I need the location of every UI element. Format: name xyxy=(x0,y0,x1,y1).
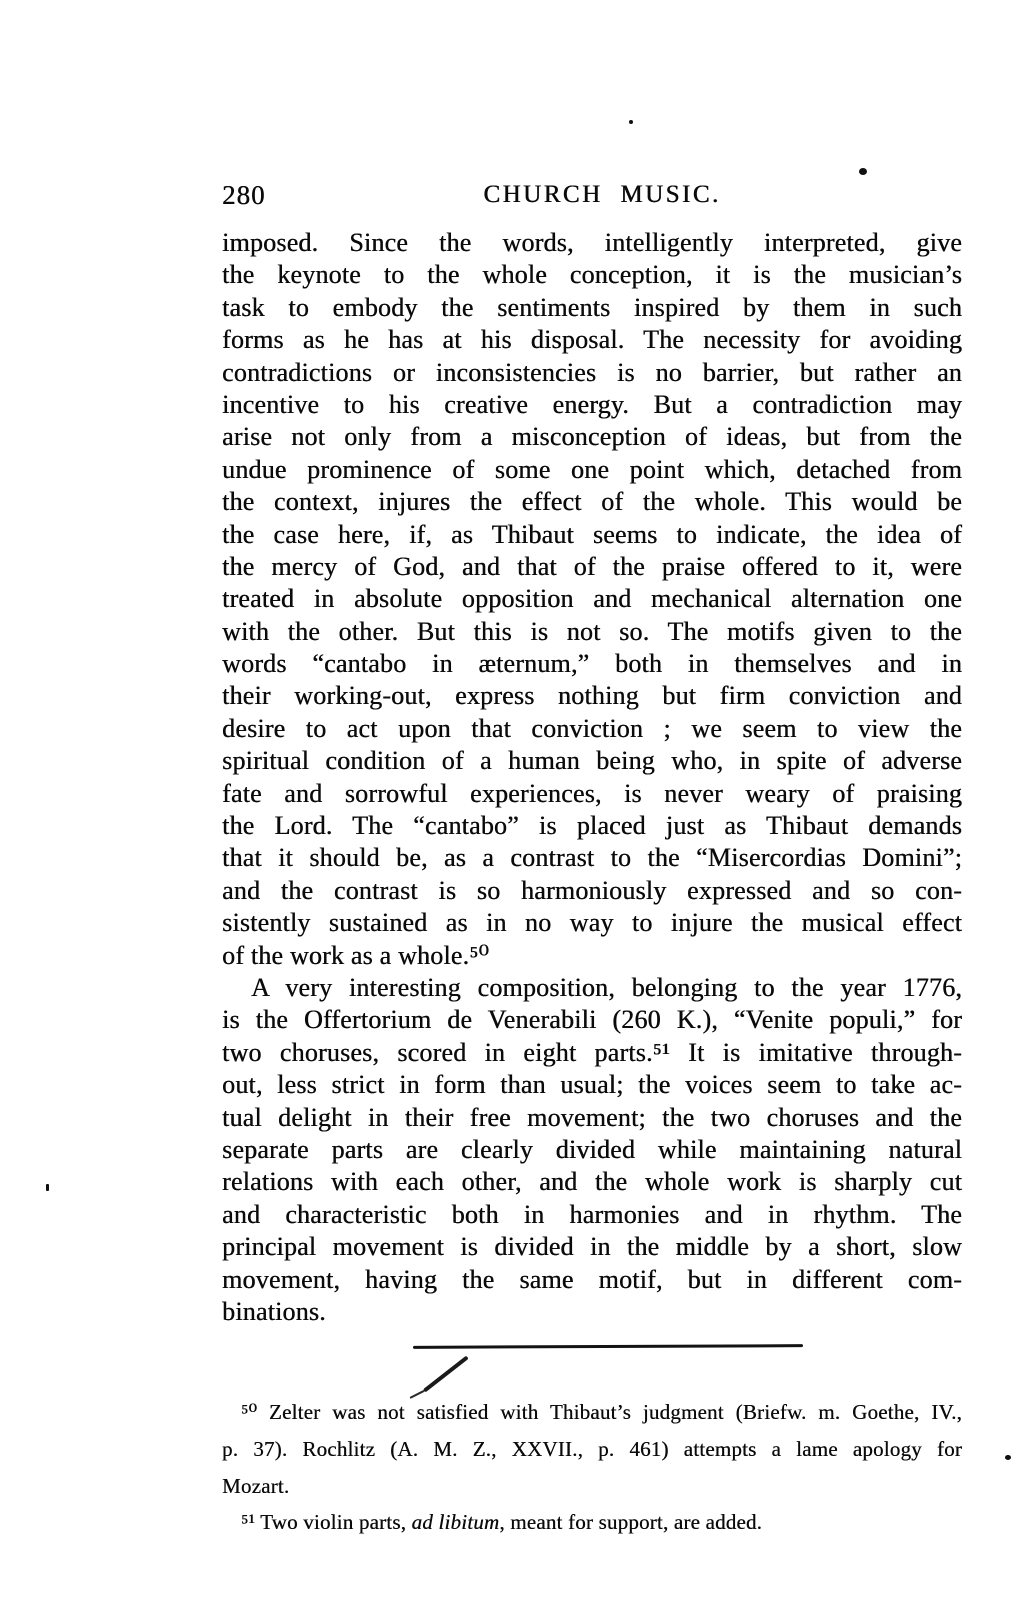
text-line: movement, having the same motif, but in different com- xyxy=(222,1264,962,1294)
paragraph-end-line: binations. xyxy=(222,1296,326,1326)
text-line: contradictions or inconsistencies is no barrier, but rather an xyxy=(222,357,962,387)
text-line: imposed. Since the words, intelligently interpreted, give xyxy=(222,228,962,257)
text-line: tual delight in their free movement; the two choruses and the xyxy=(222,1102,962,1132)
text-line: two choruses, scored in eight parts.⁵¹ It is imitative through- xyxy=(222,1037,962,1067)
text-line: arise not only from a misconception of ideas, but from the xyxy=(222,422,962,452)
text-line: words “cantabo in æternum,” both in themselves and in xyxy=(222,649,962,679)
text-line: forms as he has at his disposal. The necessity for avoiding xyxy=(222,325,962,355)
footnote-divider xyxy=(413,1344,803,1349)
text-line: relations with each other, and the whole work is sharply cut xyxy=(222,1167,962,1197)
text-line: the context, injures the effect of the whole. This would be xyxy=(222,487,962,517)
ink-speck xyxy=(1005,1455,1011,1460)
footnote-text: ⁵¹ Two violin parts, xyxy=(241,1510,412,1535)
text-line: spiritual condition of a human being who, in spite of adverse xyxy=(222,746,962,776)
text-line: incentive to his creative energy. But a contradiction may xyxy=(222,389,962,419)
text-line: their working-out, express nothing but firm conviction and xyxy=(222,681,962,711)
footnote-italic-text: ad libitum xyxy=(411,1510,500,1535)
text-line: out, less strict in form than usual; the voices seem to take ac- xyxy=(222,1070,962,1100)
page-number: 280 xyxy=(222,180,266,210)
footnote-line: ⁵⁰ Zelter was not satisfied with Thibaut’s judgment (Briefw. m. Goethe, IV., xyxy=(241,1400,962,1424)
text-line: with the other. But this is not so. The motifs given to the xyxy=(222,616,962,646)
footnote-line xyxy=(222,1504,962,1541)
footnote-text: , meant for support, are added. xyxy=(499,1510,763,1535)
text-line: and the contrast is so harmoniously expressed and so con- xyxy=(222,875,962,905)
ink-speck xyxy=(859,168,867,175)
body-text xyxy=(222,227,962,1328)
footnote-line: p. 37). Rochlitz (A. M. Z., XXVII., p. 461) attempts a lame apology for xyxy=(222,1436,962,1461)
text-line: principal movement is divided in the middle by a short, slow xyxy=(222,1232,962,1262)
footnote-line: Mozart. xyxy=(222,1473,290,1498)
text-line: the mercy of God, and that of the praise offered to it, were xyxy=(222,551,962,581)
text-line: fate and sorrowful experiences, is never weary of praising xyxy=(222,778,962,808)
page-header xyxy=(222,180,962,212)
paragraph-end-line: of the work as a whole.⁵⁰ xyxy=(222,940,490,970)
paragraph-start-line: A very interesting composition, belonging to the year 1776, xyxy=(251,972,962,1002)
text-line: sistently sustained as in no way to injure the musical effect xyxy=(222,908,962,938)
text-line: separate parts are clearly divided while maintaining natural xyxy=(222,1134,962,1164)
footnotes xyxy=(222,1394,962,1541)
text-line: the keynote to the whole conception, it is the musician’s xyxy=(222,260,962,290)
text-line: desire to act upon that conviction ; we seem to view the xyxy=(222,713,962,743)
pen-mark xyxy=(423,1356,468,1393)
ink-speck xyxy=(46,1184,49,1191)
running-head: CHURCH MUSIC. xyxy=(483,181,721,208)
text-line: the case here, if, as Thibaut seems to indicate, the idea of xyxy=(222,519,962,549)
text-line: and characteristic both in harmonies and in rhythm. The xyxy=(222,1199,962,1229)
text-line: is the Offertorium de Venerabili (260 K.), “Venite populi,” for xyxy=(222,1005,962,1035)
text-line: task to embody the sentiments inspired by them in such xyxy=(222,292,962,322)
ink-speck xyxy=(629,120,633,124)
text-line: that it should be, as a contrast to the “Misercordias Domini”; xyxy=(222,843,962,873)
text-line: undue prominence of some one point which, detached from xyxy=(222,454,962,484)
text-line: the Lord. The “cantabo” is placed just as Thibaut demands xyxy=(222,811,962,841)
text-line: treated in absolute opposition and mechanical alternation one xyxy=(222,584,962,614)
